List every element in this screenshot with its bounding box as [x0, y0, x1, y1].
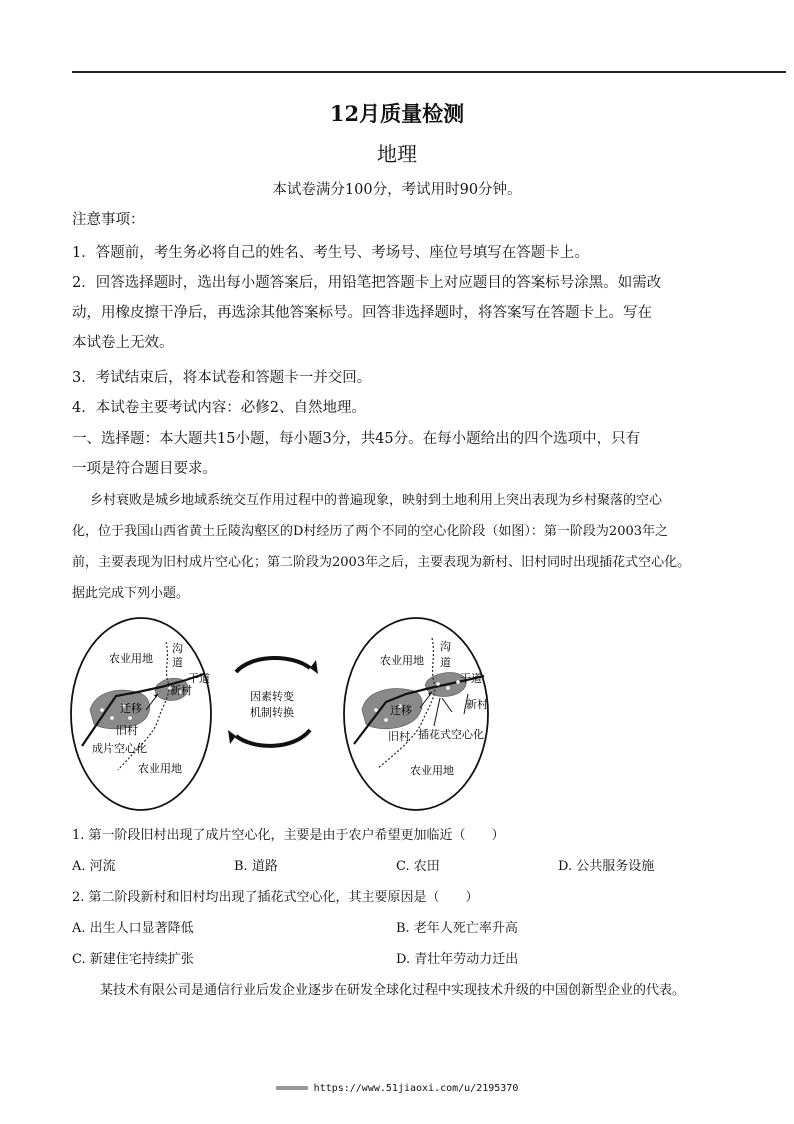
- gully-label: 道: [172, 656, 183, 669]
- migrate-label: 迁移: [390, 704, 412, 717]
- migrate-label: 迁移: [120, 702, 142, 715]
- passage-line: 前，主要表现为旧村成片空心化；第二阶段为2003年之后，主要表现为新村、旧村同时出现插花式空心化。: [72, 555, 691, 570]
- farmland-label: 农业用地: [410, 764, 454, 777]
- option-b[interactable]: B. 老年人死亡率升高: [396, 921, 518, 936]
- note-item: 3．考试结束后，将本试卷和答题卡一并交回。: [72, 370, 372, 386]
- notes-heading: 注意事项：: [72, 212, 145, 228]
- question-stem: 2. 第二阶段新村和旧村均出现了插花式空心化，其主要原因是（ ）: [72, 890, 479, 905]
- stage1-diagram: [71, 618, 211, 810]
- gully-label: 沟: [440, 640, 451, 653]
- page-title: 12月质量检测: [329, 101, 465, 126]
- transition-label: 因素转变: [250, 690, 294, 703]
- arrow-left-icon: [228, 730, 236, 744]
- gully-label: 沟: [172, 642, 183, 655]
- footer: [0, 1083, 794, 1094]
- header-rule: [72, 71, 786, 73]
- farmland-label: 农业用地: [380, 654, 424, 667]
- option-a[interactable]: A. 出生人口显著降低: [72, 921, 194, 936]
- note-item: 1．答题前，考生务必将自己的姓名、考生号、考场号、座位号填写在答题卡上。: [72, 245, 589, 261]
- arrow-right-icon: [310, 660, 318, 674]
- option-c[interactable]: C. 农田: [396, 859, 440, 874]
- transition-label: 机制转换: [250, 706, 294, 719]
- watermark-icon: [276, 1086, 308, 1090]
- passage-line: 化，位于我国山西省黄土丘陵沟壑区的D村经历了两个不同的空心化阶段（如图）：第一阶段为2003年之: [72, 524, 669, 539]
- hollow-label: 插花式空心化: [418, 728, 484, 741]
- old-village-label: 旧村: [388, 730, 410, 743]
- gully-label: 道: [440, 656, 451, 669]
- old-village-label: 旧村: [116, 724, 138, 737]
- note-item: 本试卷上无效。: [72, 335, 174, 351]
- passage-line: 据此完成下列小题。: [72, 586, 190, 601]
- note-item: 4．本试卷主要考试内容：必修2、自然地理。: [72, 400, 366, 416]
- farmland-label: 农业用地: [138, 762, 182, 775]
- option-a[interactable]: A. 河流: [72, 859, 116, 874]
- passage-line: 乡村衰败是城乡地域系统交互作用过程中的普遍现象，映射到土地利用上突出表现为乡村聚落的空心: [90, 493, 663, 508]
- option-d[interactable]: D. 公共服务设施: [558, 859, 655, 874]
- stage2-diagram: [344, 618, 488, 810]
- option-d[interactable]: D. 青壮年劳动力迁出: [396, 952, 519, 967]
- village-hollowing-figure: [66, 610, 506, 820]
- new-village-label: 新村: [170, 684, 192, 697]
- passage-line: 某技术有限公司是通信行业后发企业逐步在研发全球化过程中实现技术升级的中国创新型企业的代表。: [100, 983, 686, 998]
- section-heading: 一、选择题：本大题共15小题，每小题3分，共45分。在每小题给出的四个选项中，只有: [72, 431, 641, 447]
- note-item: 动，用橡皮擦干净后，再选涂其他答案标号。回答非选择题时，将答案写在答题卡上。写在: [72, 305, 652, 321]
- question-stem: 1. 第一阶段旧村出现了成片空心化，主要是由于农户希望更加临近（ ）: [72, 828, 505, 843]
- new-village-label: 新村: [466, 698, 488, 711]
- exam-info: 本试卷满分100分，考试用时90分钟。: [272, 182, 522, 198]
- option-b[interactable]: B. 道路: [234, 859, 278, 874]
- subject-title: 地理: [377, 142, 417, 166]
- note-item: 2．回答选择题时，选出每小题答案后，用铅笔把答题卡上对应题目的答案标号涂黑。如需改: [72, 275, 662, 291]
- hollow-label: 成片空心化: [92, 742, 147, 755]
- road-label: 干道: [460, 672, 482, 685]
- road-label: 干道: [188, 672, 210, 685]
- option-c[interactable]: C. 新建住宅持续扩张: [72, 952, 194, 967]
- section-heading-cont: 一项是符合题目要求。: [72, 461, 217, 477]
- farmland-label: 农业用地: [109, 652, 153, 665]
- transition-arrows: [228, 658, 318, 746]
- footer-url[interactable]: https://www.51jiaoxi.com/u/2195370: [313, 1083, 519, 1094]
